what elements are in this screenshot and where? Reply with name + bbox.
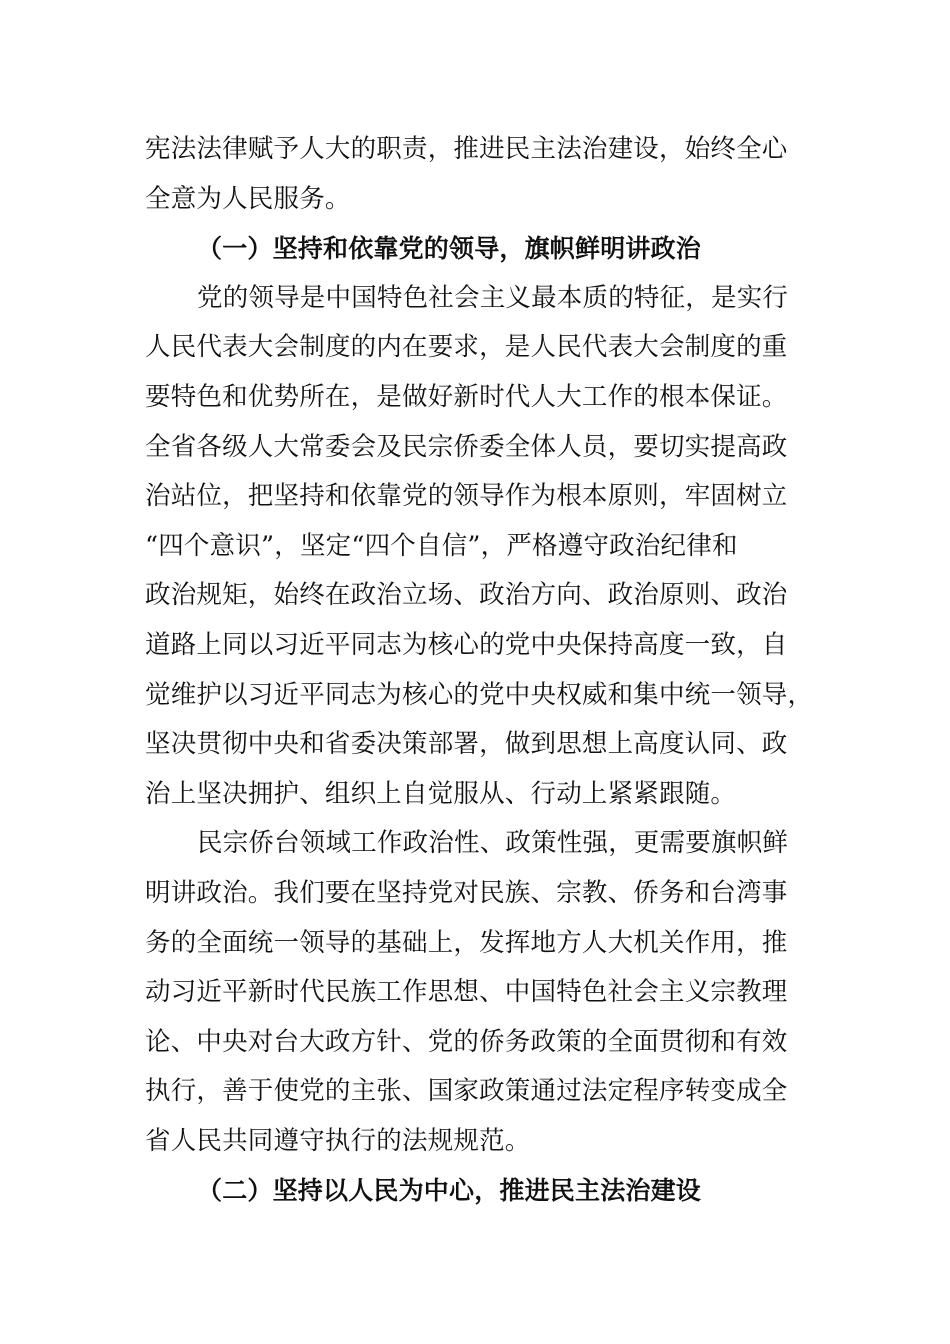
body-line: 动习近平新时代民族工作思想、中国特色社会主义宗教理 — [145, 977, 788, 1008]
paragraph-start-line: 民宗侨台领域工作政治性、政策性强，更需要旗帜鲜 — [197, 828, 789, 859]
body-line: 宪法法律赋予人大的职责，推进民主法治建设，始终全心 — [145, 134, 788, 164]
body-line: “四个意识”，坚定“四个自信”，严格遵守政治纪律和 — [145, 530, 738, 561]
document-body — [145, 125, 814, 1216]
body-line: 坚决贯彻中央和省委决策部署，做到思想上高度认同、政 — [145, 729, 788, 760]
paragraph-start-line: 党的领导是中国特色社会主义最本质的特征，是实行 — [197, 282, 789, 313]
body-line: 明讲政治。我们要在坚持党对民族、宗教、侨务和台湾事 — [145, 877, 788, 908]
section-heading-1: （一）坚持和依靠党的领导，旗帜鲜明讲政治 — [197, 234, 702, 264]
body-line: 省人民共同遵守执行的法规规范。 — [145, 1125, 531, 1156]
body-line: 治上坚决拥护、组织上自觉服从、行动上紧紧跟随。 — [145, 778, 737, 809]
body-line: 政治规矩，始终在政治立场、政治方向、政治原则、政治 — [145, 580, 788, 611]
body-line: 执行，善于使党的主张、国家政策通过法定程序转变成全 — [145, 1076, 788, 1107]
body-line: 治站位，把坚持和依靠党的领导作为根本原则，牢固树立 — [145, 481, 788, 512]
body-line: 觉维护以习近平同志为核心的党中央权威和集中统一领导， — [145, 679, 814, 710]
section-heading-2: （二）坚持以人民为中心，推进民主法治建设 — [197, 1176, 702, 1206]
body-line: 要特色和优势所在，是做好新时代人大工作的根本保证。 — [145, 381, 788, 412]
body-line: 论、中央对台大政方针、党的侨务政策的全面贯彻和有效 — [145, 1026, 788, 1057]
body-line: 人民代表大会制度的内在要求，是人民代表大会制度的重 — [145, 332, 788, 363]
body-line: 道路上同以习近平同志为核心的党中央保持高度一致，自 — [145, 629, 788, 660]
body-line: 全省各级人大常委会及民宗侨委全体人员，要切实提高政 — [145, 431, 788, 462]
body-line: 务的全面统一领导的基础上，发挥地方人大机关作用，推 — [145, 927, 788, 958]
body-line: 全意为人民服务。 — [145, 183, 351, 214]
